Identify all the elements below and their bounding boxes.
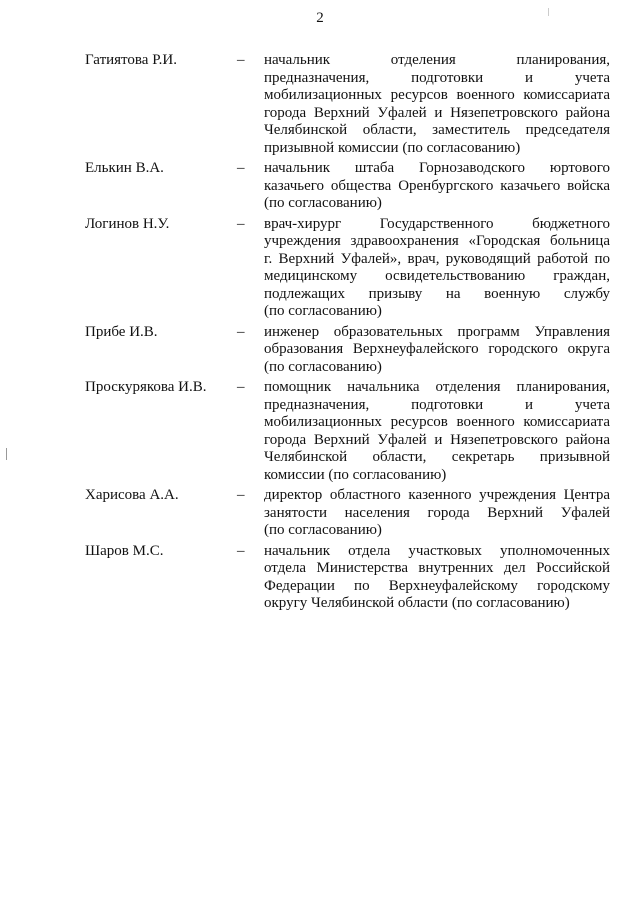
position-line: образования Верхнеуфалейского городского округа [264,341,610,357]
member-entry [85,160,620,213]
member-name: Шаров М.С. [85,542,164,559]
member-entry [85,216,620,321]
dash-separator: – [237,542,245,559]
page-number: 2 [316,10,324,26]
scan-mark [6,448,7,460]
member-entry [85,487,620,540]
member-position [264,379,610,484]
dash-separator: – [237,487,245,503]
position-line: Челябинской области, заместитель председателя [264,122,610,138]
position-line: врач-хирург Государственного бюджетного [264,215,610,232]
member-entry [85,324,620,377]
position-line: (по согласованию) [264,195,382,211]
member-entry [85,543,620,613]
position-line: (по согласованию) [264,358,382,375]
position-line: призывной комиссии (по согласованию) [264,139,521,156]
position-line: предназначения, подготовки и учета [264,396,610,413]
member-name: Проскурякова И.В. [85,379,207,395]
commission-members-list [85,52,620,616]
position-line: начальник отделения планирования, [264,52,610,68]
position-line: учреждения здравоохранения «Городская больница [264,233,610,249]
position-line: инженер образовательных программ Управления [264,323,610,340]
dash-separator: – [237,379,245,395]
position-line: (по согласованию) [264,522,382,538]
position-line: начальник штаба Горнозаводского юртового [264,160,610,176]
member-name: Елькин В.А. [85,160,164,176]
member-name: Харисова А.А. [85,487,179,503]
member-entry [85,52,620,157]
position-line: начальник отдела участковых уполномоченных [264,542,610,559]
position-line: комиссии (по согласованию) [264,466,447,483]
scan-mark [548,8,549,16]
position-line: предназначения, подготовки и учета [264,69,610,86]
position-line: отдела Министерства внутренних дел Российской [264,560,610,576]
member-position [264,487,610,540]
member-name: Прибе И.В. [85,323,158,340]
dash-separator: – [237,215,245,232]
position-line: казачьего общества Оренбургского казачьего войска [264,177,610,194]
member-position [264,216,610,321]
position-line: медицинскому освидетельствованию граждан, [264,268,610,284]
member-name: Гатиятова Р.И. [85,52,177,68]
member-entry [85,379,620,484]
position-line: директор областного казенного учреждения Центра [264,487,610,503]
dash-separator: – [237,160,245,176]
member-position [264,543,610,613]
position-line: (по согласованию) [264,303,382,319]
position-line: мобилизационных ресурсов военного комиссариата [264,414,610,430]
member-position [264,52,610,157]
position-line: Федерации по Верхнеуфалейскому городскому [264,577,610,594]
position-line: города Верхний Уфалей и Нязепетровского района [264,104,610,121]
position-line: города Верхний Уфалей и Нязепетровского района [264,431,610,448]
member-position [264,324,610,377]
position-line: Челябинской области, секретарь призывной [264,449,610,465]
member-position [264,160,610,213]
position-line: подлежащих призыву на военную службу [264,285,610,302]
position-line: мобилизационных ресурсов военного комиссариата [264,87,610,103]
dash-separator: – [237,323,245,340]
position-line: г. Верхний Уфалей», врач, руководящий работой по [264,250,610,267]
member-name: Логинов Н.У. [85,215,170,232]
position-line: занятости населения города Верхний Уфалей [264,504,610,521]
position-line: помощник начальника отделения планирования, [264,379,610,395]
position-line: округу Челябинской области (по согласованию) [264,595,570,611]
dash-separator: – [237,52,245,68]
